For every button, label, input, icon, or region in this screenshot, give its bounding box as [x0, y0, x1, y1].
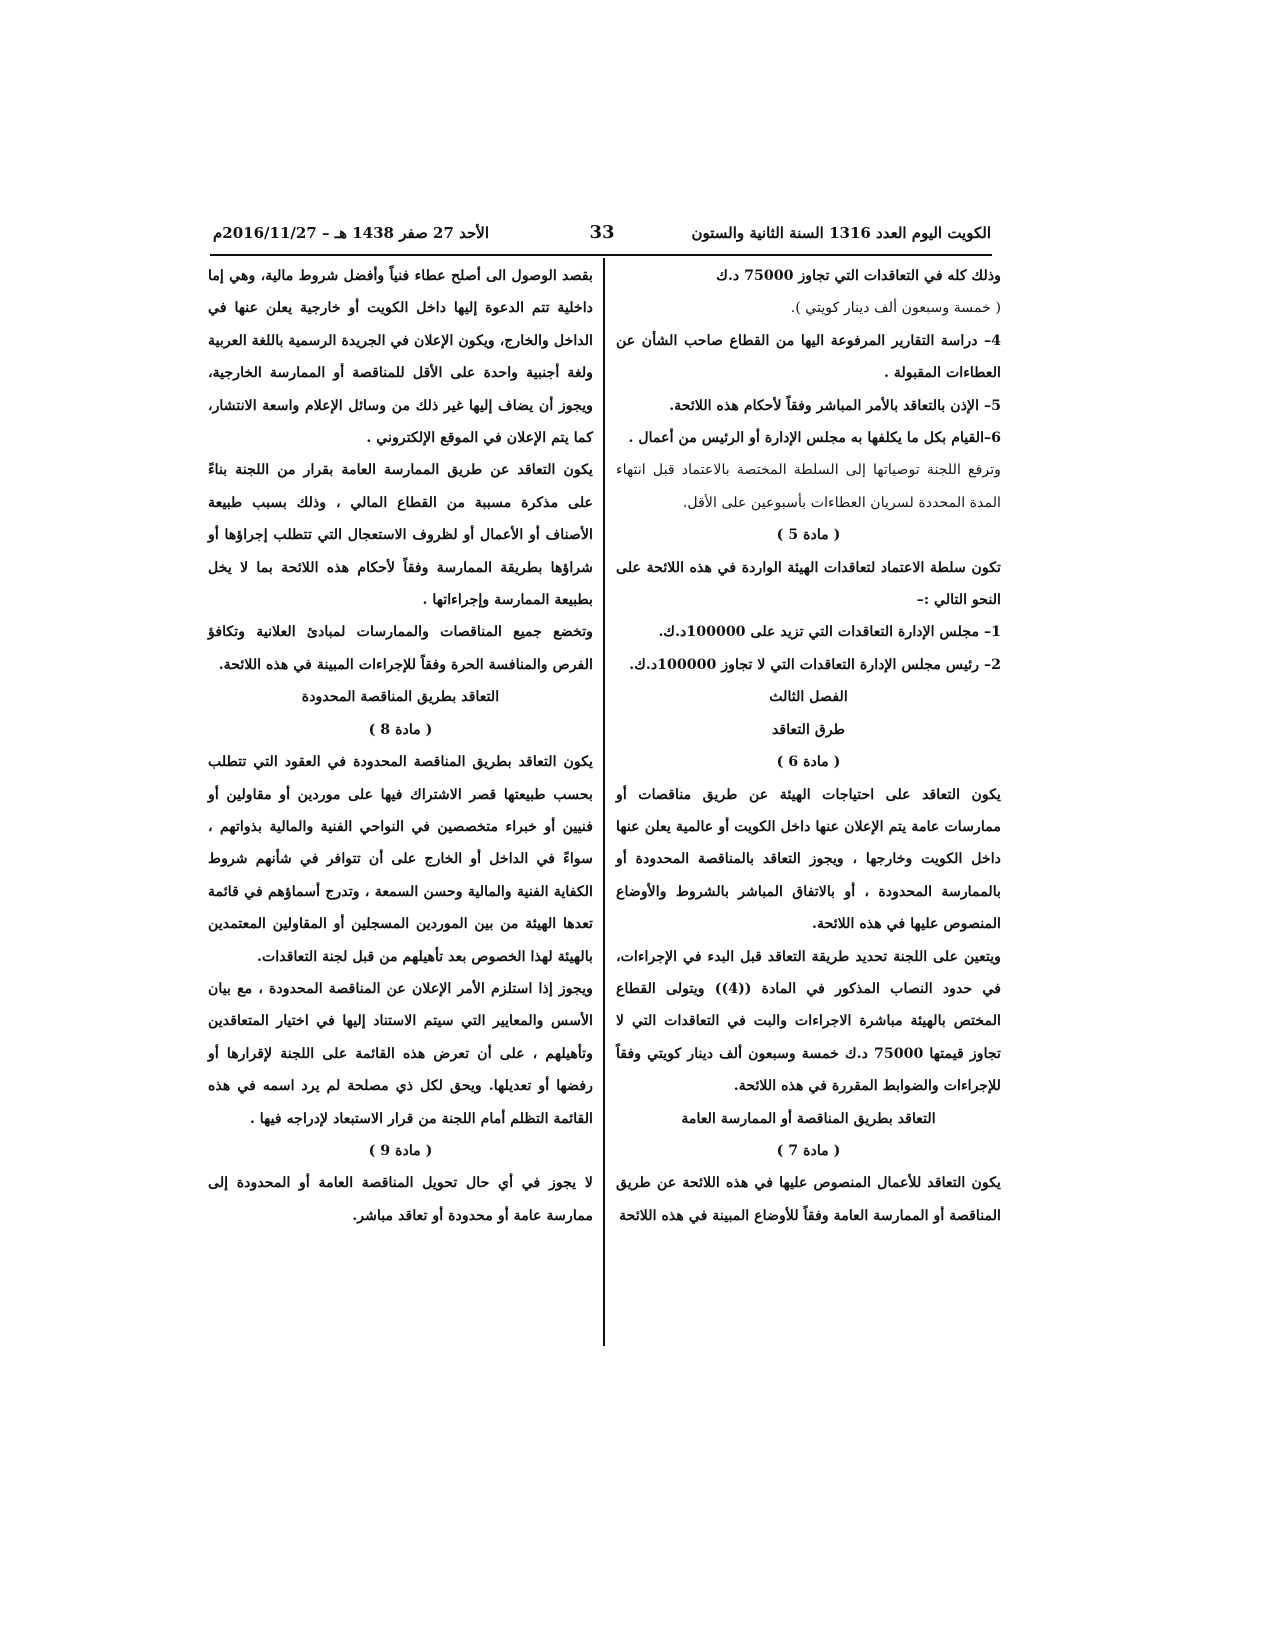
section-heading: التعاقد بطريق المناقصة أو الممارسة العامة — [681, 1110, 936, 1127]
page-number: 33 — [589, 222, 615, 243]
paragraph: يكون التعاقد للأعمال المنصوص عليها في هذه اللائحة عن طريق المناقصة أو الممارسة العامة وفقاً للأوضاع المبينة في هذه اللائحة — [616, 1175, 1001, 1224]
page-header — [213, 222, 991, 252]
section-heading: ( مادة 7 ) — [776, 1142, 841, 1159]
paragraph: بقصد الوصول الى أصلح عطاء فنياً وأفضل شروط مالية، وهي إما داخلية تتم الدعوة إليها داخل الكويت أو خارجية يعلن عنها في الداخل والخارج، ويكون الإعلان في الجريدة الرسمية باللغة العربية ولغة أجنبية واحدة على الأقل للمناقصة أو الممارسة الخارجية، ويجوز أن يضاف إليها غير ذلك من وسائل الإعلام واسعة الانتشار، كما يتم الإعلان في الموقع الإلكتروني . — [208, 268, 593, 447]
paragraph: وترفع اللجنة توصياتها إلى السلطة المختصة بالاعتماد قبل انتهاء المدة المحددة لسريان العطاءات بأسبوعين على الأقل. — [616, 462, 1001, 511]
paragraph: وتخضع جميع المناقصات والممارسات لمبادئ العلانية وتكافؤ الفرص والمنافسة الحرة وفقاً للإجراءات المبينة في هذه اللائحة. — [208, 624, 593, 673]
paragraph: 2– رئيس مجلس الإدارة التعاقدات التي لا تجاوز 100000د.ك. — [629, 656, 1001, 673]
paragraph: ( خمسة وسبعون ألف دينار كويتي ). — [790, 300, 1001, 317]
paragraph: 1– مجلس الإدارة التعاقدات التي تزيد على 100000د.ك. — [658, 624, 1001, 641]
section-heading: ( مادة 9 ) — [368, 1142, 433, 1159]
section-heading: التعاقد بطريق المناقصة المحدودة — [301, 689, 500, 706]
left-column — [208, 260, 593, 1232]
paragraph: ويتعين على اللجنة تحديد طريقة التعاقد قبل البدء في الإجراءات، في حدود النصاب المذكور في المادة ((4)) ويتولى القطاع المختص بالهيئة مباشرة الاجراءات والبت في التعاقدات التي لا تجاوز قيمتها 75000 د.ك خمسة وسبعون ألف دينار كويتي وفقاً للإجراءات والضوابط المقررة في هذه اللائحة. — [616, 948, 1001, 1095]
paragraph: تكون سلطة الاعتماد لتعاقدات الهيئة الواردة في هذه اللائحة على النحو التالي :– — [616, 559, 1001, 609]
paragraph: لا يجوز في أي حال تحويل المناقصة العامة أو المحدودة إلى ممارسة عامة أو محدودة أو تعاقد مباشر. — [208, 1175, 593, 1224]
column-divider — [603, 258, 605, 1346]
section-heading: طرق التعاقد — [771, 721, 845, 738]
paragraph: ويجوز إذا استلزم الأمر الإعلان عن المناقصة المحدودة ، مع بيان الأسس والمعايير التي سيتم الاستناد إليها في اختيار المتعاقدين وتأهيلهم ، على أن تعرض هذه القائمة على اللجنة لإقرارها أو رفضها أو تعديلها. ويحق لكل ذي مصلحة لم يرد اسمه في هذه القائمة التظلم أمام اللجنة من قرار الاستبعاد لإدراجه فيها . — [208, 980, 593, 1127]
paragraph: 5– الإذن بالتعاقد بالأمر المباشر وفقاً لأحكام هذه اللائحة. — [669, 397, 1001, 414]
paragraph: يكون التعاقد بطريق المناقصة المحدودة في العقود التي تتطلب بحسب طبيعتها قصر الاشتراك فيها على موردين أو مقاولين أو فنيين أو خبراء متخصصين في النواحي الفنية والمالية بذواتهم ، سواءً في الداخل أو الخارج على أن تتوافر في شأنهم شروط الكفاية الفنية والمالية وحسن السمعة ، وتدرج أسماؤهم في قائمة تعدها الهيئة من بين الموردين المسجلين أو المقاولين المعتمدين بالهيئة لهذا الخصوص بعد تأهيلهم من قبل لجنة التعاقدات. — [208, 754, 593, 965]
right-column — [616, 260, 1001, 1232]
section-heading: ( مادة 6 ) — [776, 754, 841, 771]
paragraph: 6–القيام بكل ما يكلفها به مجلس الإدارة أو الرئيس من أعمال . — [628, 430, 1001, 447]
gazette-issue-info: الكويت اليوم العدد 1316 السنة الثانية والستون — [691, 224, 991, 242]
paragraph: يكون التعاقد على احتياجات الهيئة عن طريق مناقصات أو ممارسات عامة يتم الإعلان عنها داخل الكويت أو عالمية يعلن عنها داخل الكويت وخارجها ، ويجوز التعاقد بالمناقصة المحدودة أو بالممارسة المحدودة ، أو بالاتفاق المباشر بالشروط والأوضاع المنصوص عليها في هذه اللائحة. — [616, 786, 1001, 933]
paragraph: يكون التعاقد عن طريق الممارسة العامة بقرار من اللجنة بناءً على مذكرة مسببة من القطاع المالي ، وذلك بسبب طبيعة الأصناف أو الأعمال أو لظروف الاستعجال التي تتطلب إجراؤها أو شراؤها بطريقة الممارسة وفقاً لأحكام هذه اللائحة بما لا يخل بطبيعة الممارسة وإجراءاتها . — [208, 462, 593, 609]
issue-date: الأحد 27 صفر 1438 هـ – 2016/11/27م — [213, 224, 489, 242]
section-heading: ( مادة 5 ) — [776, 527, 841, 544]
section-heading: ( مادة 8 ) — [368, 721, 433, 738]
header-divider — [210, 254, 992, 256]
paragraph: 4– دراسة التقارير المرفوعة اليها من القطاع صاحب الشأن عن العطاءات المقبولة . — [616, 332, 1001, 382]
paragraph: وذلك كله في التعاقدات التي تجاوز 75000 د.ك — [716, 268, 1001, 284]
section-heading: الفصل الثالث — [769, 689, 848, 706]
